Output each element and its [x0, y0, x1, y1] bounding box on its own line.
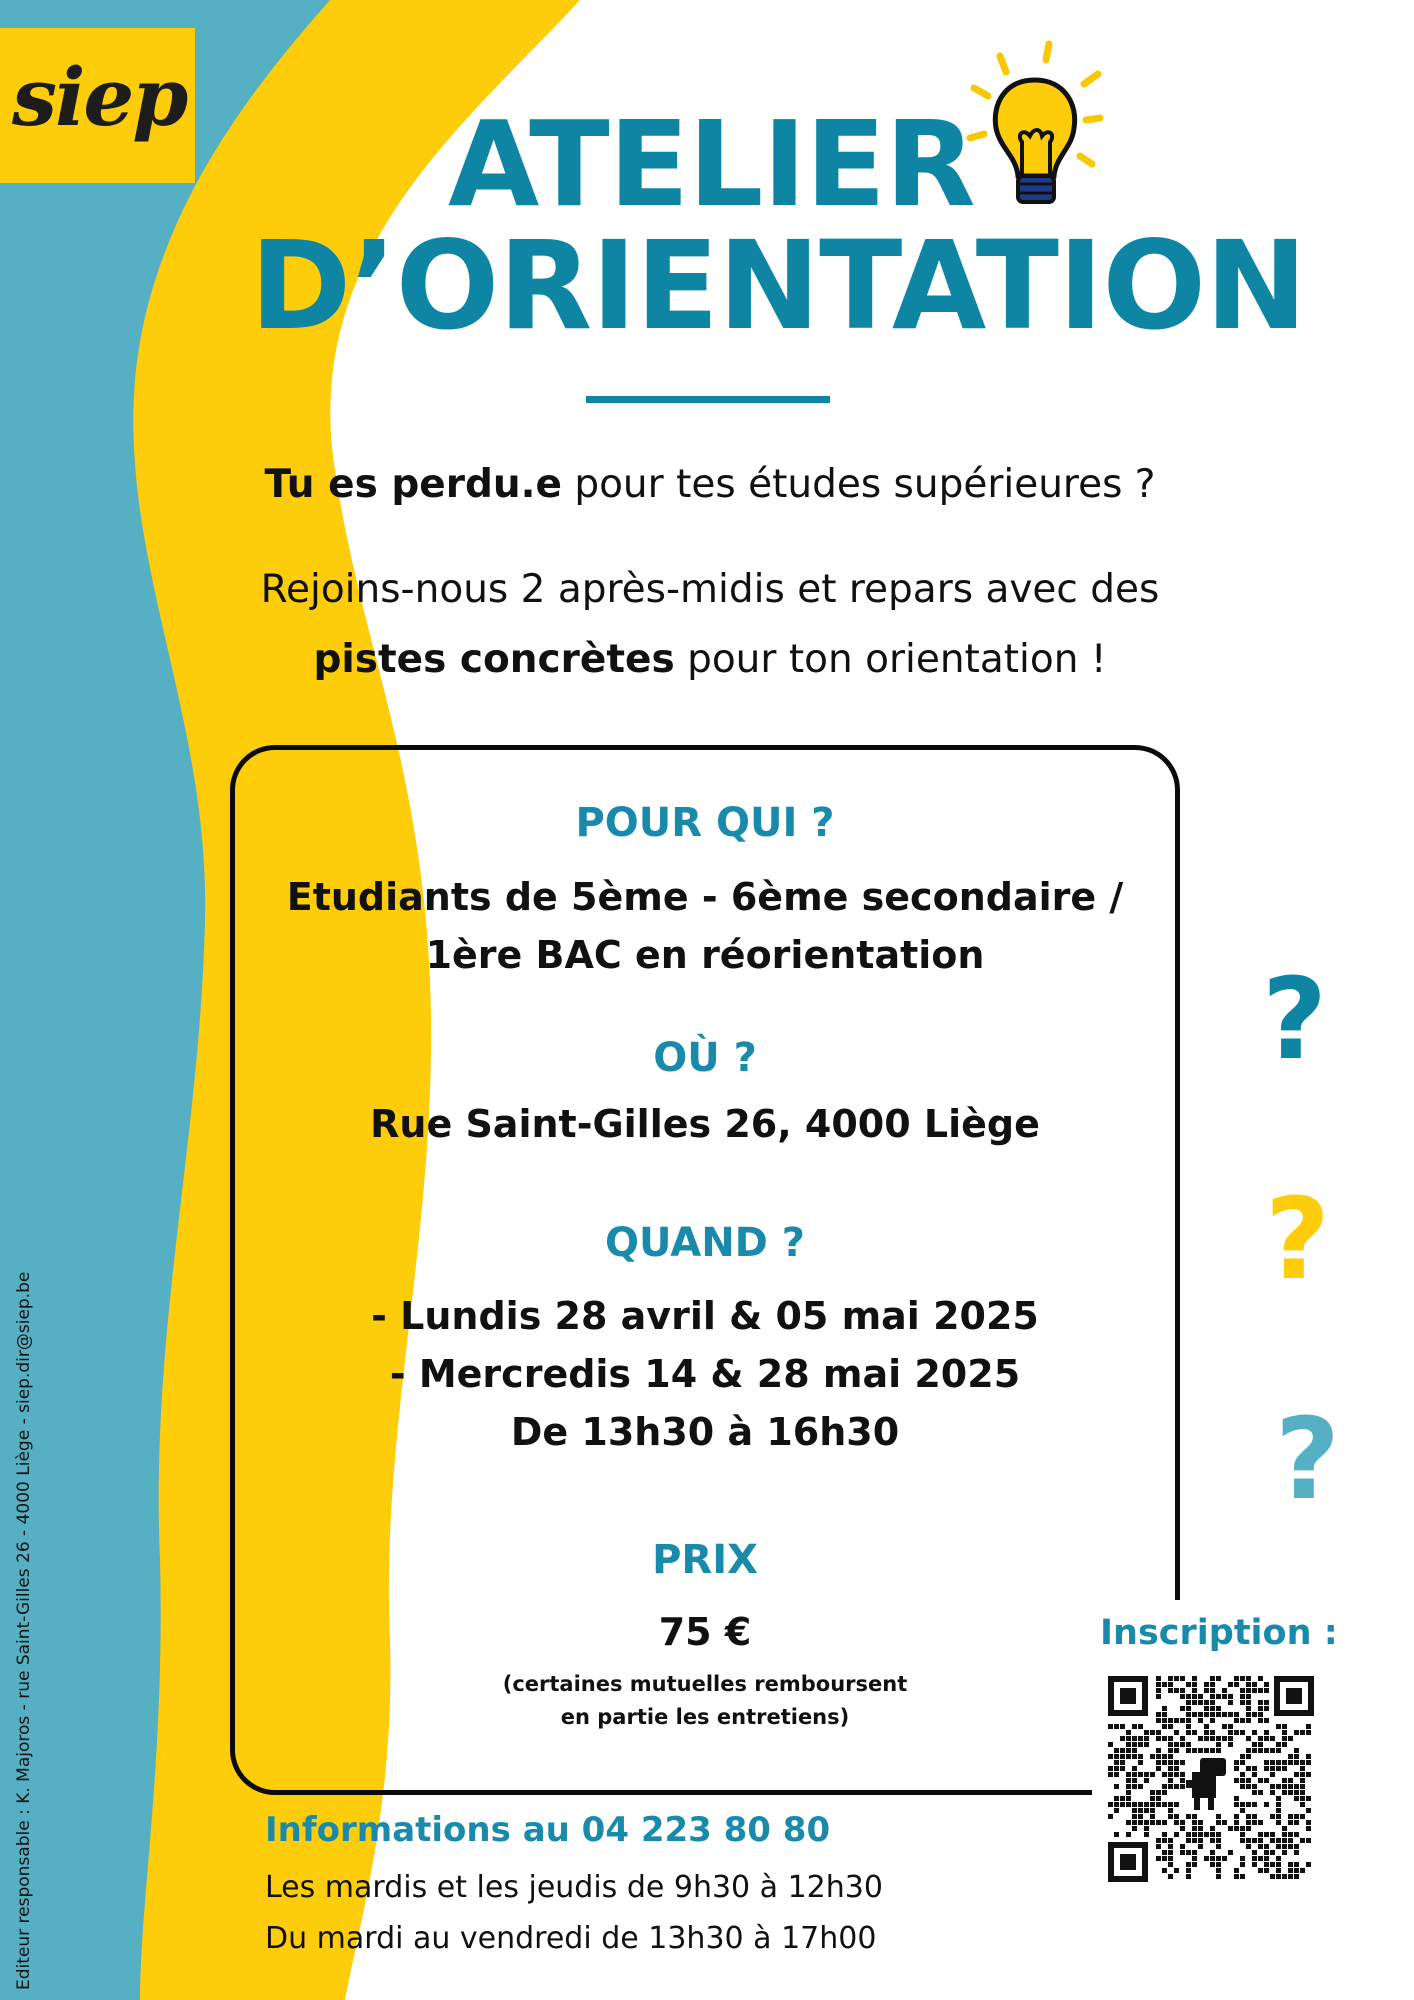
who-heading: POUR QUI ?: [575, 800, 835, 846]
price-heading: PRIX: [652, 1537, 758, 1583]
price-amount: 75 €: [658, 1610, 752, 1654]
contact-info[interactable]: Informations au 04 223 80 80: [265, 1810, 831, 1850]
who-line-1: Etudiants de 5ème - 6ème secondaire /: [286, 875, 1124, 919]
editor-credit: Editeur responsable : K. Majoros - rue Saint-Gilles 26 - 4000 Liège - siep.dir@siep.be: [14, 1271, 34, 1990]
siep-logo[interactable]: siep: [0, 28, 195, 183]
intro-line-1: Tu es perdu.e pour tes études supérieures ?: [264, 462, 1156, 507]
question-mark-icon-2: ?: [1265, 1175, 1330, 1305]
title-line-1: ATELIER: [448, 95, 975, 233]
intro-line-3: pistes concrètes pour ton orientation !: [313, 637, 1107, 682]
qr-code[interactable]: [1108, 1676, 1314, 1882]
contact-hours-1: Les mardis et les jeudis de 9h30 à 12h30: [265, 1870, 883, 1905]
registration-label: Inscription :: [1100, 1613, 1338, 1653]
when-line-1: - Lundis 28 avril & 05 mai 2025: [371, 1294, 1039, 1338]
intro-line-2: Rejoins-nous 2 après-midis et repars avec des: [260, 567, 1160, 612]
where-address: Rue Saint-Gilles 26, 4000 Liège: [370, 1102, 1040, 1146]
price-note-2: en partie les entretiens): [560, 1705, 850, 1729]
dino-icon: [1186, 1758, 1226, 1810]
question-mark-icon-3: ?: [1275, 1395, 1340, 1525]
title-line-2: D’ORIENTATION: [250, 215, 1307, 357]
where-heading: OÙ ?: [653, 1035, 757, 1081]
when-heading: QUAND ?: [604, 1220, 806, 1266]
contact-hours-2: Du mardi au vendredi de 13h30 à 17h00: [265, 1921, 877, 1956]
price-note-1: (certaines mutuelles remboursent: [502, 1672, 908, 1696]
question-mark-icon-1: ?: [1262, 955, 1327, 1085]
who-line-2: 1ère BAC en réorientation: [425, 933, 985, 977]
title-underline: [586, 396, 830, 403]
when-line-2: - Mercredis 14 & 28 mai 2025: [389, 1352, 1021, 1396]
when-line-3: De 13h30 à 16h30: [510, 1410, 900, 1454]
